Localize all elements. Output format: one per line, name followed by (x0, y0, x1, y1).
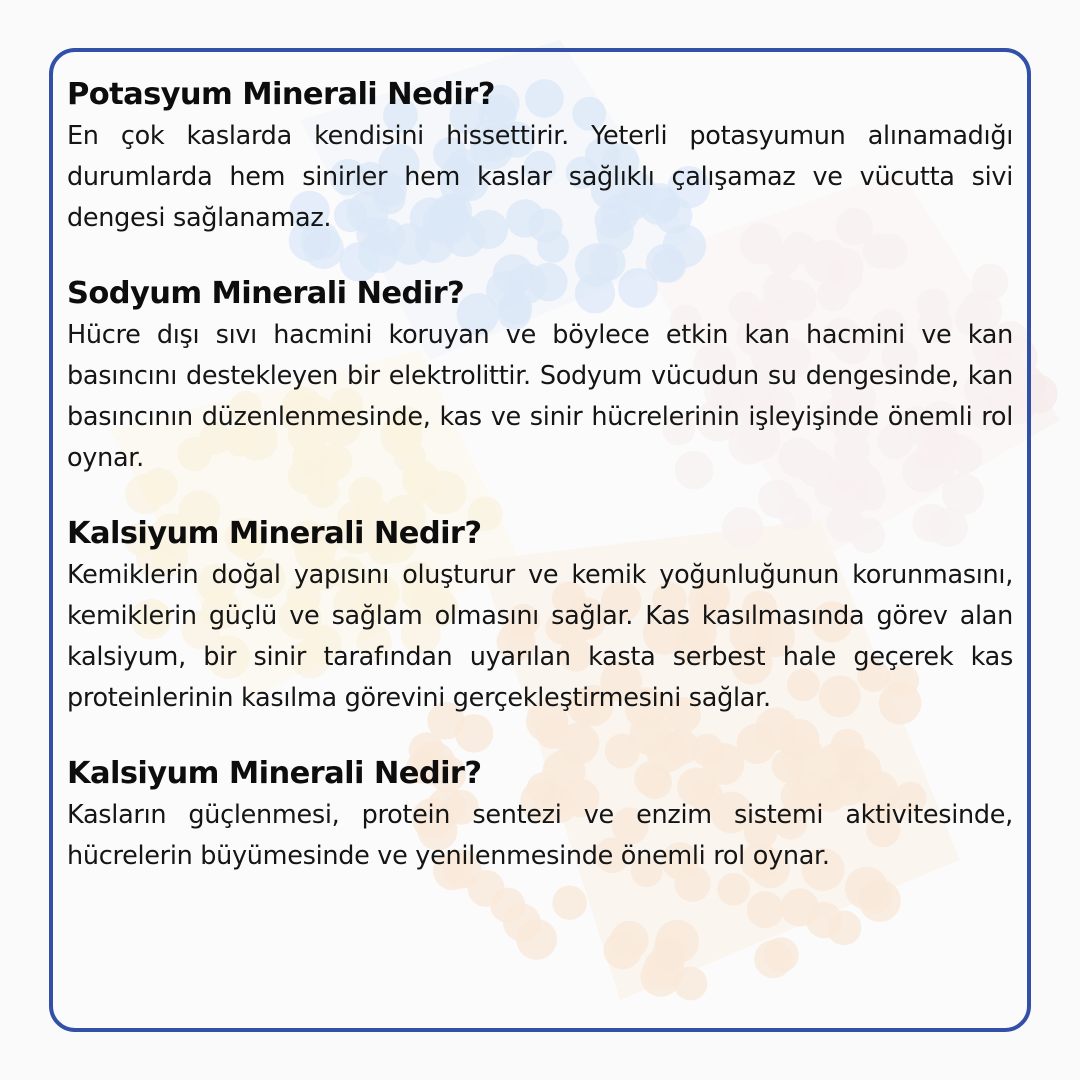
info-card (49, 48, 1031, 1032)
section-text: Hücre dışı sıvı hacmini koruyan ve böylece etkin kan hacmini ve kan basıncını destekleyen bir elektrolittir. Sodyum vücudun su dengesinde, kan basıncının düzenlenmesinde, kas ve sinir hücrelerinin işleyişinde önemli rol oynar. (67, 320, 1013, 473)
section-title: Kalsiyum Minerali Nedir? (67, 756, 482, 791)
section-title: Potasyum Minerali Nedir? (67, 77, 495, 112)
section-text: Kemiklerin doğal yapısını oluşturur ve kemik yoğunluğunun korunmasını, kemiklerin güçlü ve sağlam olmasını sağlar. Kas kasılmasında görev alan kalsiyum, bir sinir tarafından uyarılan kasta serbest hale geçerek kas proteinlerinin kasılma görevini gerçekleştirmesini sağlar. (67, 560, 1013, 713)
section-potasyum (67, 74, 1013, 239)
section-text: Kasların güçlenmesi, protein sentezi ve enzim sistemi aktivitesinde, hücrelerin büyümesinde ve yenilenmesinde önemli rol oynar. (67, 800, 1013, 871)
section-title: Kalsiyum Minerali Nedir? (67, 516, 482, 551)
section-text: En çok kaslarda kendisini hissettirir. Yeterli potasyumun alınamadığı durumlarda hem sinirler hem kaslar sağlıklı çalışamaz ve vücutta sivi dengesi sağlanamaz. (67, 121, 1013, 233)
section-kalsiyum (67, 513, 1013, 719)
section-title: Sodyum Minerali Nedir? (67, 276, 465, 311)
section-kalsiyum-2 (67, 753, 1013, 877)
section-sodyum (67, 273, 1013, 479)
